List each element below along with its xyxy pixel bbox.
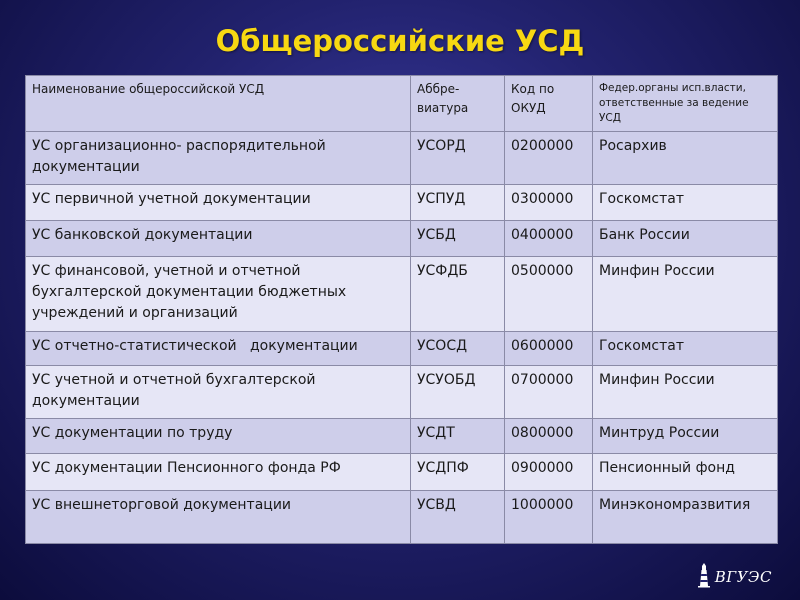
- cell-abbr: УСОСД: [411, 332, 505, 366]
- cell-org: Госкомстат: [593, 185, 778, 221]
- table-row: [26, 132, 778, 185]
- cell-name: УС отчетно-статистической документации: [26, 332, 411, 366]
- cell-code: 0400000: [505, 221, 593, 257]
- cell-org: Минфин России: [593, 257, 778, 332]
- cell-name: УС банковской документации: [26, 221, 411, 257]
- cell-name: УС документации Пенсионного фонда РФ: [26, 454, 411, 491]
- logo-text: ВГУЭС: [714, 568, 772, 586]
- table-row: [26, 221, 778, 257]
- table-row: [26, 419, 778, 454]
- cell-name: УС финансовой, учетной и отчетной бухгалтерской документации бюджетных учреждений и организаций: [26, 257, 411, 332]
- table-row: [26, 366, 778, 419]
- cell-name: УС учетной и отчетной бухгалтерской документации: [26, 366, 411, 419]
- university-logo: [697, 562, 772, 592]
- header-code: Код по ОКУД: [505, 76, 593, 132]
- table-row: [26, 454, 778, 491]
- cell-abbr: УСПУД: [411, 185, 505, 221]
- cell-abbr: УСФДБ: [411, 257, 505, 332]
- table-row: [26, 332, 778, 366]
- cell-org: Минфин России: [593, 366, 778, 419]
- cell-code: 1000000: [505, 491, 593, 544]
- cell-org: Росархив: [593, 132, 778, 185]
- cell-abbr: УСУОБД: [411, 366, 505, 419]
- cell-code: 0200000: [505, 132, 593, 185]
- cell-name: УС внешнеторговой документации: [26, 491, 411, 544]
- cell-abbr: УСВД: [411, 491, 505, 544]
- usd-table: [25, 75, 778, 544]
- table-row: [26, 491, 778, 544]
- lighthouse-icon: [697, 562, 711, 592]
- cell-name: УС документации по труду: [26, 419, 411, 454]
- header-name: Наименование общероссийской УСД: [26, 76, 411, 132]
- cell-abbr: УСОРД: [411, 132, 505, 185]
- table-row: [26, 257, 778, 332]
- page-title: Общероссийские УСД: [215, 24, 585, 58]
- table-header-row: [26, 76, 778, 132]
- cell-abbr: УСДТ: [411, 419, 505, 454]
- cell-code: 0900000: [505, 454, 593, 491]
- header-org: Федер.органы исп.власти, ответственные за ведение УСД: [593, 76, 778, 132]
- cell-abbr: УСБД: [411, 221, 505, 257]
- cell-org: Минэкономразвития: [593, 491, 778, 544]
- table-row: [26, 185, 778, 221]
- cell-abbr: УСДПФ: [411, 454, 505, 491]
- header-abbr: Аббре-виатура: [411, 76, 505, 132]
- cell-name: УС организационно- распорядительной документации: [26, 132, 411, 185]
- cell-org: Госкомстат: [593, 332, 778, 366]
- cell-org: Банк России: [593, 221, 778, 257]
- cell-code: 0700000: [505, 366, 593, 419]
- cell-code: 0600000: [505, 332, 593, 366]
- cell-org: Минтруд России: [593, 419, 778, 454]
- cell-code: 0300000: [505, 185, 593, 221]
- cell-code: 0500000: [505, 257, 593, 332]
- cell-org: Пенсионный фонд: [593, 454, 778, 491]
- cell-name: УС первичной учетной документации: [26, 185, 411, 221]
- cell-code: 0800000: [505, 419, 593, 454]
